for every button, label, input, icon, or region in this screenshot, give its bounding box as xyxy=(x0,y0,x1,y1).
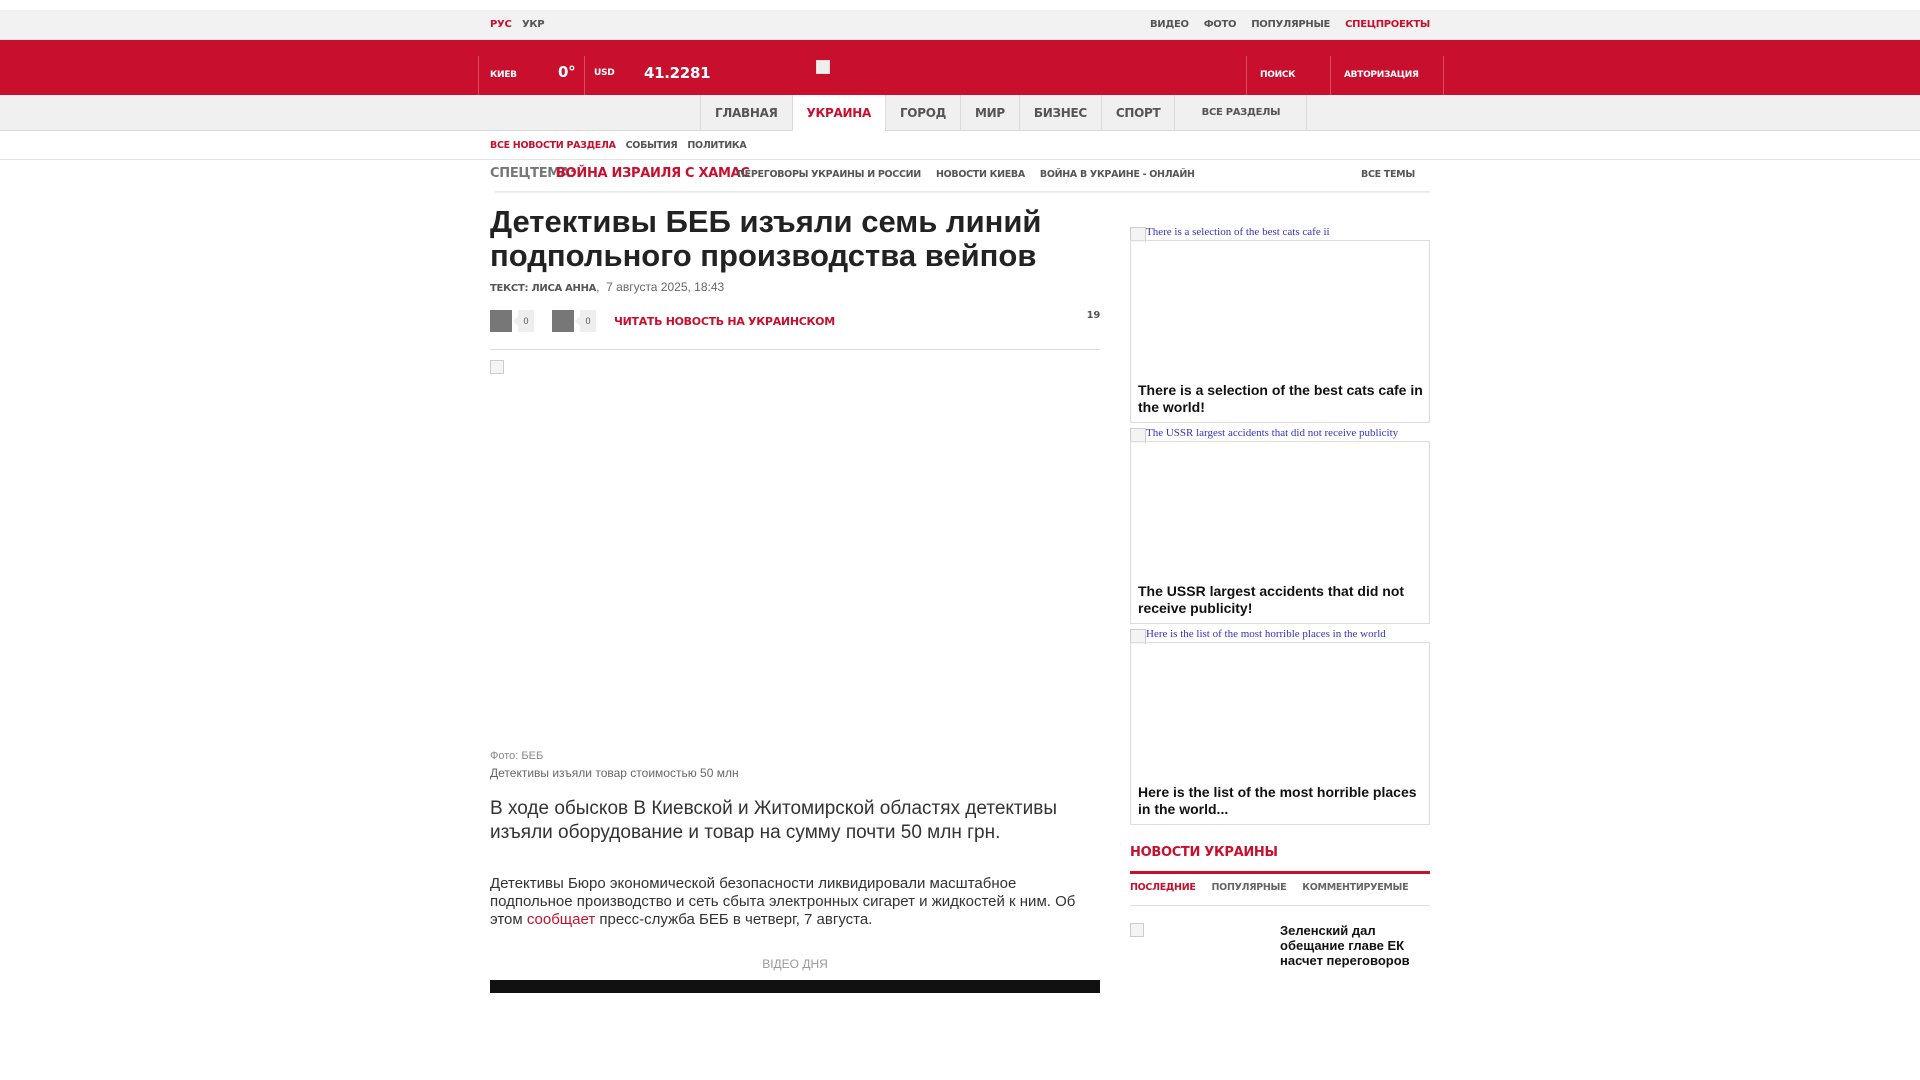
topic-link-war-online[interactable]: ВОЙНА В УКРАИНЕ - ОНЛАЙН xyxy=(1039,169,1195,180)
topic-link-kyiv-news[interactable]: НОВОСТИ КИЕВА xyxy=(935,169,1025,180)
news-tabs xyxy=(1130,882,1430,906)
share-facebook[interactable] xyxy=(490,310,534,332)
special-topic-link[interactable]: ВОЙНА ИЗРАИЛЯ С ХАМАС xyxy=(556,166,750,181)
photo-credit: Фото: БЕБ xyxy=(490,750,544,762)
tab-commented[interactable]: КОММЕНТИРУЕМЫЕ xyxy=(1302,882,1409,893)
weather-city: КИЕВ xyxy=(490,70,517,80)
article-lead: В ходе обысков В Киевской и Житомирской областях детективы изъяли оборудование и товар на сумму почти 50 млн грн. xyxy=(490,798,1057,843)
currency-rate: 41.2281 xyxy=(644,64,711,82)
lang-ru-link[interactable]: РУС xyxy=(490,19,512,30)
weather-temperature: 0° xyxy=(558,63,576,81)
divider xyxy=(495,191,1430,194)
news-title[interactable]: Зеленский дал обещание главе ЕК насчет переговоров xyxy=(1280,923,1410,968)
body-text: Детективы Бюро экономической безопасности ликвидировали масштабное подпольное производство и сеть сбыта электронных сигарет и жидкостей к ним. Об этом xyxy=(490,875,1076,928)
nav-item-ukraine[interactable]: УКРАИНА xyxy=(792,95,885,131)
promo-image: There is a selection of the best cats cafe ii xyxy=(1130,226,1430,242)
main-nav xyxy=(0,95,1920,131)
article-byline: ТЕКСТ: ЛИСА АННА, 7 августа 2025, 18:43 xyxy=(490,280,725,294)
nav-item-sport[interactable]: СПОРТ xyxy=(1101,95,1175,131)
tab-latest[interactable]: ПОСЛЕДНИЕ xyxy=(1130,882,1196,893)
header-divider xyxy=(1443,56,1444,95)
article-date: 7 августа 2025, 18:43 xyxy=(606,280,725,294)
subnav-item-politics[interactable]: ПОЛИТИКА xyxy=(687,140,747,151)
facebook-icon xyxy=(490,310,512,332)
header-divider xyxy=(1330,56,1331,95)
subnav-item-events[interactable]: СОБЫТИЯ xyxy=(625,140,678,151)
article-author[interactable]: ТЕКСТ: ЛИСА АННА xyxy=(490,283,597,294)
topic-link-negotiations[interactable]: ПЕРЕГОВОРЫ УКРАИНЫ И РОССИИ xyxy=(737,169,921,180)
site-header xyxy=(0,40,1920,95)
ukraine-news-heading[interactable]: НОВОСТИ УКРАИНЫ xyxy=(1130,845,1278,860)
sub-nav xyxy=(0,131,1920,160)
source-link[interactable]: сообщает xyxy=(526,911,596,928)
article-image xyxy=(490,360,504,374)
promo-title[interactable]: The USSR largest accidents that did not receive publicity! xyxy=(1138,583,1405,616)
promo-card[interactable] xyxy=(1130,226,1430,423)
all-topics-link[interactable]: ВСЕ ТЕМЫ xyxy=(1361,169,1415,180)
promo-card[interactable] xyxy=(1130,628,1430,825)
promo-frame xyxy=(1130,441,1430,624)
special-topic-label: СПЕЦТЕМА: xyxy=(490,166,575,181)
article xyxy=(490,204,1100,971)
video-player[interactable] xyxy=(490,980,1100,993)
video-of-day-label: ВІДЕО ДНЯ xyxy=(762,957,828,971)
site-logo[interactable] xyxy=(816,60,830,74)
promo-image: Here is the list of the most horrible places in the world xyxy=(1130,628,1430,644)
article-body xyxy=(490,875,1090,929)
top-link-photo[interactable]: ФОТО xyxy=(1203,19,1237,30)
top-bar xyxy=(0,10,1920,40)
currency-label: USD xyxy=(594,68,615,78)
promo-image: The USSR largest accidents that did not receive publicity xyxy=(1130,427,1430,443)
body-text: пресс-служба БЕБ в четверг, 7 августа. xyxy=(595,911,873,928)
photo-caption: Детективы изъяли товар стоимостью 50 млн xyxy=(490,766,739,780)
views-count: 19 xyxy=(1086,310,1100,321)
image-caption xyxy=(490,750,739,780)
share-bar xyxy=(490,310,1100,350)
promo-title[interactable]: There is a selection of the best cats cafe in the world! xyxy=(1138,382,1423,415)
header-divider xyxy=(584,56,585,95)
tab-popular[interactable]: ПОПУЛЯРНЫЕ xyxy=(1211,882,1287,893)
article-title: Детективы БЕБ изъяли семь линий подпольного производства вейпов xyxy=(490,204,1042,273)
subnav-item-all-news[interactable]: ВСЕ НОВОСТИ РАЗДЕЛА xyxy=(490,140,616,151)
header-divider xyxy=(478,56,479,95)
header-divider xyxy=(1246,56,1247,95)
nav-item-home[interactable]: ГЛАВНАЯ xyxy=(700,95,792,131)
search-button[interactable]: ПОИСК xyxy=(1260,70,1296,80)
list-item[interactable] xyxy=(1130,923,1430,973)
special-topics-bar xyxy=(490,160,1430,192)
promo-title[interactable]: Here is the list of the most horrible places in the world... xyxy=(1138,784,1417,817)
top-link-video[interactable]: ВИДЕО xyxy=(1149,19,1189,30)
top-link-popular[interactable]: ПОПУЛЯРНЫЕ xyxy=(1251,19,1331,30)
promo-frame xyxy=(1130,240,1430,423)
nav-item-world[interactable]: МИР xyxy=(960,95,1019,131)
share-count: 0 xyxy=(580,310,596,332)
read-in-ukrainian-link[interactable]: ЧИТАТЬ НОВОСТЬ НА УКРАИНСКОМ xyxy=(614,315,835,328)
nav-item-all-sections[interactable]: ВСЕ РАЗДЕЛЫ xyxy=(1174,95,1307,131)
news-thumbnail xyxy=(1130,923,1144,937)
telegram-icon xyxy=(552,310,574,332)
share-telegram[interactable] xyxy=(552,310,596,332)
divider xyxy=(1130,871,1430,874)
share-count: 0 xyxy=(518,310,534,332)
promo-card[interactable] xyxy=(1130,427,1430,624)
nav-item-city[interactable]: ГОРОД xyxy=(885,95,960,131)
nav-item-business[interactable]: БИЗНЕС xyxy=(1019,95,1101,131)
login-button[interactable]: АВТОРИЗАЦИЯ xyxy=(1344,70,1419,80)
top-link-specprojects[interactable]: СПЕЦПРОЕКТЫ xyxy=(1345,19,1430,30)
lang-ua-link[interactable]: УКР xyxy=(522,19,545,30)
promo-frame xyxy=(1130,642,1430,825)
